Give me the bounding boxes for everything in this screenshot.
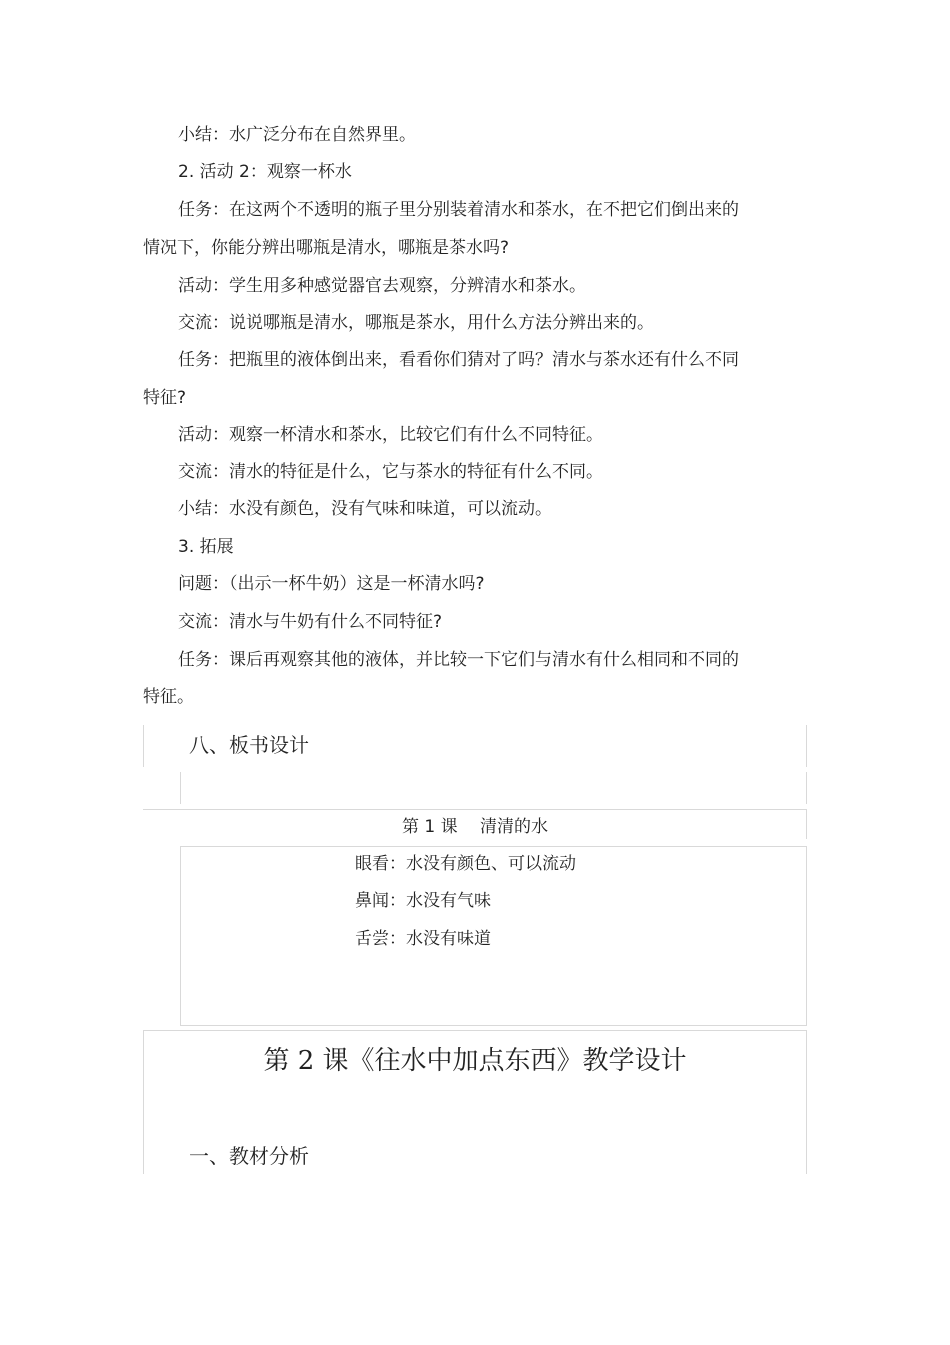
paragraph-summary-1: 小结：水广泛分布在自然界里。 — [178, 125, 416, 145]
table-border — [143, 809, 807, 810]
table-border — [143, 1030, 807, 1031]
paragraph-summary-2: 小结：水没有颜色，没有气味和味道，可以流动。 — [178, 499, 552, 519]
board-title: 第 1 课 清清的水 — [401, 817, 549, 837]
paragraph-task-3-line-1: 任务：课后再观察其他的液体，并比较一下它们与清水有什么相同和不同的 — [178, 650, 739, 670]
table-border — [806, 846, 807, 1026]
table-border — [180, 846, 181, 1026]
paragraph-task-2-line-1: 任务：把瓶里的液体倒出来，看看你们猜对了吗？清水与茶水还有什么不同 — [178, 350, 739, 370]
paragraph-activity-2: 活动：观察一杯清水和茶水，比较它们有什么不同特征。 — [178, 425, 603, 445]
board-line-nose: 鼻闻：水没有气味 — [355, 891, 491, 911]
table-border — [806, 772, 807, 804]
paragraph-activity-2-heading: 2. 活动 2：观察一杯水 — [178, 162, 352, 182]
paragraph-activity-1: 活动：学生用多种感觉器官去观察，分辨清水和茶水。 — [178, 276, 586, 296]
lesson-2-title: 第 2 课《往水中加点东西》教学设计 — [263, 1046, 687, 1076]
section-heading-board-design: 八、板书设计 — [189, 733, 309, 757]
paragraph-task-3-line-2: 特征。 — [143, 687, 194, 707]
table-border — [143, 725, 144, 767]
paragraph-exchange-1: 交流：说说哪瓶是清水，哪瓶是茶水，用什么方法分辨出来的。 — [178, 313, 654, 333]
board-line-eyes: 眼看：水没有颜色、可以流动 — [355, 854, 576, 874]
paragraph-question: 问题：（出示一杯牛奶）这是一杯清水吗? — [178, 574, 485, 594]
paragraph-task-2-line-2: 特征? — [143, 388, 187, 408]
paragraph-extension-heading: 3. 拓展 — [178, 537, 234, 557]
section-heading-textbook-analysis: 一、教材分析 — [189, 1144, 309, 1168]
table-border — [180, 1025, 807, 1026]
paragraph-task-1-line-2: 情况下，你能分辨出哪瓶是清水，哪瓶是茶水吗? — [143, 238, 510, 258]
board-line-tongue: 舌尝：水没有味道 — [355, 929, 491, 949]
paragraph-exchange-2: 交流：清水的特征是什么，它与茶水的特征有什么不同。 — [178, 462, 603, 482]
paragraph-exchange-3: 交流：清水与牛奶有什么不同特征? — [178, 612, 443, 632]
table-border — [180, 772, 181, 804]
table-border — [180, 846, 807, 847]
table-border — [806, 725, 807, 767]
paragraph-task-1-line-1: 任务：在这两个不透明的瓶子里分别装着清水和茶水，在不把它们倒出来的 — [178, 200, 739, 220]
